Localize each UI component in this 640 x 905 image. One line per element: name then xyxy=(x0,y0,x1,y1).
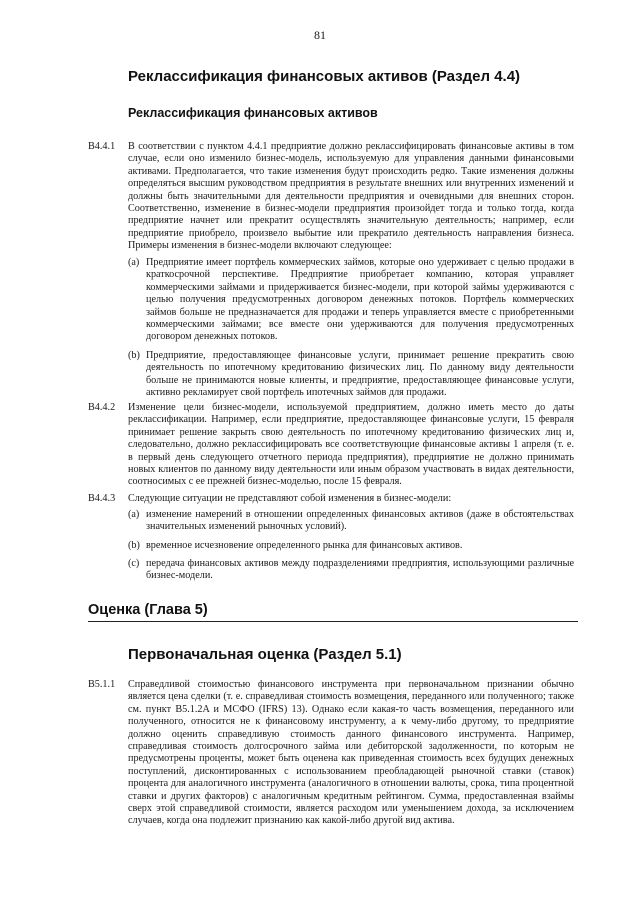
list-item-text: временное исчезновение определенного рынка для финансовых активов. xyxy=(146,540,463,551)
list-item-text: Предприятие, предоставляющее финансовые услуги, принимает решение прекратить свою деятельность по ипотечному кредитованию физических лиц. По данному виду деятельности больше не принимаются новые клиенты, и предприятие, предоставляющее финансовые услуги, активно рекламирует свой портфель ипотечных займов для продажи. xyxy=(146,350,574,399)
paragraph-b441: В соответствии с пунктом 4.4.1 предприятие должно реклассифицировать финансовые активы в том случае, если оно изменило бизнес-модель, используемую для управления данными финансовыми активами. Предполагается, что такие изменения будут происходить редко. Такие изменения должны определяться высшим руководством предприятия в результате внешних или внутренних изменений и должны быть значительными для деятельности предприятия и очевидными для внешних сторон. Соответственно, изменение в бизнес-модели предприятия произойдет тогда и только тогда, когда предприятие начнет или прекратит осуществлять значительную деятельность; например, если предприятие приобрело, произвело выбытие или прекратило деятельность направления бизнеса. Примеры изменения в бизнес-модели включают следующее: xyxy=(128,141,574,252)
paragraph-number-b443: B4.4.3 xyxy=(88,493,116,504)
list-item-label: (a) xyxy=(128,509,140,520)
chapter-title: Оценка (Глава 5) xyxy=(88,602,208,618)
paragraph-number-b441: B4.4.1 xyxy=(88,141,116,152)
list-item-label: (b) xyxy=(128,350,140,361)
list-item-label: (b) xyxy=(128,540,140,551)
paragraph-number-b511: B5.1.1 xyxy=(88,679,116,690)
list-item-label: (a) xyxy=(128,257,140,268)
section2-title: Первоначальная оценка (Раздел 5.1) xyxy=(128,646,402,663)
paragraph-b443: Следующие ситуации не представляют собой изменения в бизнес-модели: xyxy=(128,493,452,504)
paragraph-b442: Изменение цели бизнес-модели, используемой предприятием, должно иметь место до даты реклассификации. Например, если предприятие, предоставляющее финансовые услуги, 15 февраля принимает решение закрыть свою деятельность по ипотечному кредитованию физических лиц и, следовательно, должно реклассифицировать все соответствующие финансовые активы 1 апреля (т. е. в первый день следующего отчетного периода предприятия), предприятие не должно принимать новых клиентов по данному виду деятельности или иным образом участвовать в видах деятельности, соотносимых с ее прежней бизнес-моделью, после 15 февраля. xyxy=(128,402,574,488)
list-item-text: Предприятие имеет портфель коммерческих займов, которые оно удерживает с целью продажи в краткосрочной перспективе. Предприятие приобретает компанию, которая управляет коммерческими займами и придерживается бизнес-модели, при которой займы удерживаются с целью получения предусмотренных договором денежных потоков. Портфель коммерческих займов больше не предназначается для продажи и теперь управляется вместе с приобретенными коммерческими займами; все вместе они удерживаются для получения предусмотренных договором денежных потоков. xyxy=(146,257,574,343)
list-item-label: (c) xyxy=(128,558,140,569)
subsection-title: Реклассификация финансовых активов xyxy=(128,106,378,120)
list-item-text: изменение намерений в отношении определенных финансовых активов (даже в обстоятельствах значительных изменений рыночных условий). xyxy=(146,509,574,533)
paragraph-b511: Справедливой стоимостью финансового инструмента при первоначальном признании обычно является цена сделки (т. е. справедливая стоимость возмещения, переданного или полученного; также см. пункт B5.1.2A и МСФО (IFRS) 13). Однако если какая-то часть возмещения, переданного или полученного, относится не к финансовому инструменту, а к чему-либо другому, то предприятие должно оценить справедливую стоимость данного финансового инструмента. Например, справедливая стоимость долгосрочного займа или дебиторской задолженности, по которым не предусмотрены проценты, может быть оценена как приведенная стоимость всех будущих денежных поступлений, дисконтированных с использованием преобладающей рыночной ставки (ставок) процента для аналогичного инструмента (аналогичного в отношении валюты, срока, типа процентной ставки и других факторов) с аналогичным кредитным рейтингом. Сумма, предоставленная взаймы сверх этой справедливой стоимости, является расходом или уменьшением дохода, за исключением случаев, когда она подлежит признанию как какой-либо другой вид актива. xyxy=(128,679,574,827)
page-number: 81 xyxy=(314,28,326,42)
chapter-divider xyxy=(88,621,578,622)
list-item-text: передача финансовых активов между подразделениями предприятия, использующими различные бизнес-модели. xyxy=(146,558,574,582)
paragraph-number-b442: B4.4.2 xyxy=(88,402,116,413)
section-title: Реклассификация финансовых активов (Раздел 4.4) xyxy=(128,68,521,85)
